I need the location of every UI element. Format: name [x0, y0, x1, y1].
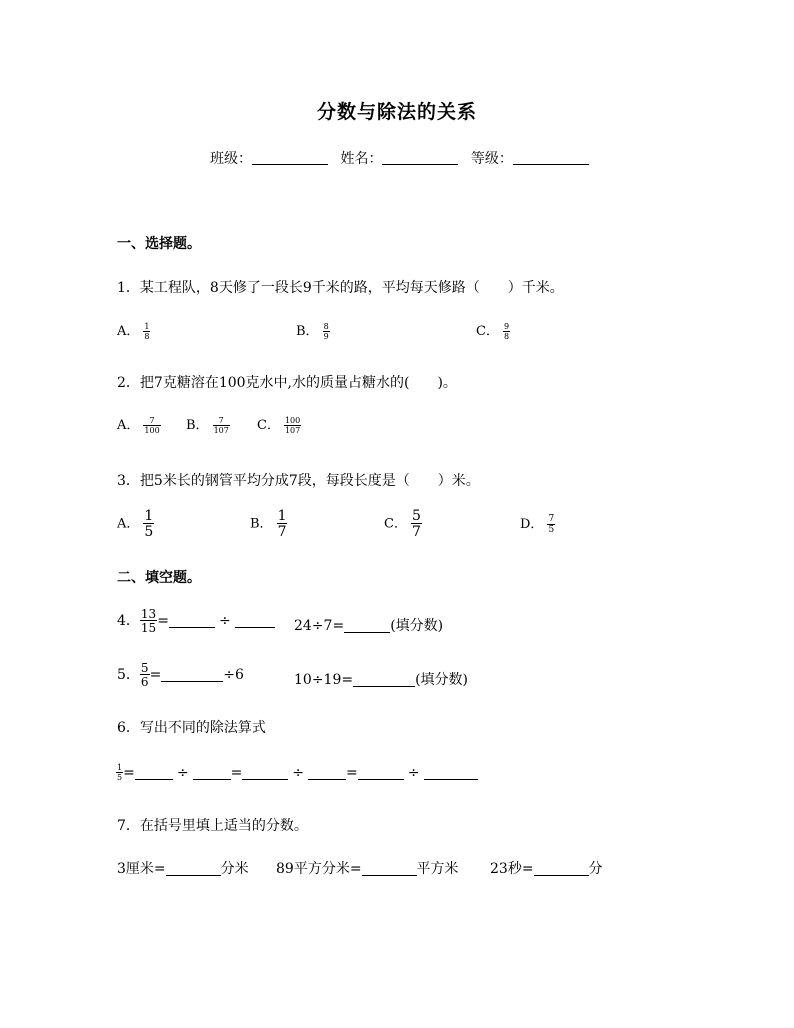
numerator: 5	[411, 508, 421, 524]
unit: 平方米	[416, 861, 459, 877]
name-label: 姓名：	[340, 151, 383, 167]
fill-note: (填分数)	[415, 672, 469, 688]
fraction	[547, 515, 555, 535]
denominator: 8	[144, 331, 150, 341]
question-4-part-2	[294, 615, 443, 635]
section-heading-fill: 二、填空题。	[117, 570, 201, 586]
denominator: 8	[503, 331, 510, 341]
denominator: 7	[411, 524, 421, 540]
fraction	[143, 509, 154, 539]
question-4	[117, 608, 275, 634]
q1-option-b[interactable]	[296, 320, 330, 341]
option-letter: B．	[296, 324, 319, 339]
answer-blank[interactable]	[135, 765, 173, 780]
q3-option-d[interactable]	[520, 513, 555, 535]
denominator: 5	[548, 524, 555, 535]
question-number: 4．	[117, 613, 140, 629]
question-7-part-2	[276, 858, 459, 878]
divide-six: ÷6	[223, 667, 244, 683]
q3-option-b[interactable]	[250, 509, 287, 539]
expression: 89平方分米=	[276, 861, 362, 877]
answer-blank[interactable]	[424, 765, 478, 780]
class-label: 班级：	[210, 151, 252, 167]
fraction	[411, 509, 422, 539]
numerator: 9	[503, 321, 510, 331]
denominator: 15	[140, 621, 157, 635]
question-5	[117, 662, 244, 688]
question-7-part-3	[490, 858, 603, 878]
denominator: 7	[277, 524, 287, 540]
denominator: 9	[323, 331, 329, 341]
option-letter: C．	[384, 516, 407, 532]
question-6-equation	[116, 764, 478, 782]
question-2-text: 2．把7克糖溶在100克水中,水的质量占糖水的( )。	[117, 375, 457, 391]
numerator: 1	[144, 321, 150, 331]
fraction	[143, 417, 160, 435]
equals-sign: =	[123, 765, 135, 781]
q1-option-c[interactable]	[476, 320, 510, 341]
numerator: 7	[149, 415, 155, 425]
numerator: 7	[218, 415, 224, 425]
option-letter: A．	[117, 418, 140, 433]
answer-blank[interactable]	[353, 672, 415, 687]
expression: 24÷7=	[294, 618, 345, 634]
answer-blank[interactable]	[161, 667, 223, 682]
numerator: 5	[140, 661, 149, 675]
fraction	[503, 323, 510, 341]
answer-blank[interactable]	[362, 861, 417, 876]
equals-sign: =	[230, 765, 243, 781]
fill-note: (填分数)	[390, 618, 444, 634]
option-letter: D．	[520, 517, 544, 532]
grade-blank[interactable]	[513, 150, 589, 165]
question-1-text: 1．某工程队，8天修了一段长9千米的路，平均每天修路（ ）千米。	[117, 280, 564, 296]
q2-option-b[interactable]	[186, 414, 230, 435]
unit: 分	[588, 861, 603, 877]
name-blank[interactable]	[382, 150, 458, 165]
equals-sign: =	[149, 667, 162, 683]
q1-option-a[interactable]	[117, 320, 150, 341]
equals-sign: =	[157, 613, 169, 629]
option-letter: C．	[476, 324, 499, 339]
option-letter: C．	[257, 418, 280, 433]
section-heading-choice: 一、选择题。	[117, 236, 201, 252]
question-6-text: 6．写出不同的除法算式	[117, 720, 266, 736]
divide-sign: ÷	[218, 613, 231, 629]
expression: 3厘米=	[117, 861, 166, 877]
divide-sign: ÷	[407, 765, 420, 781]
numerator: 7	[548, 513, 555, 524]
expression: 23秒=	[490, 861, 534, 877]
answer-blank[interactable]	[344, 618, 390, 633]
expression: 10÷19=	[294, 672, 354, 688]
option-letter: A．	[117, 516, 140, 532]
fraction	[323, 323, 330, 341]
divide-sign: ÷	[176, 765, 189, 781]
denominator: 6	[140, 675, 149, 689]
numerator: 8	[323, 321, 329, 331]
numerator: 100	[284, 415, 301, 425]
denominator: 107	[284, 425, 301, 435]
q3-option-c[interactable]	[384, 509, 422, 539]
option-letter: A．	[117, 324, 140, 339]
fraction	[284, 417, 301, 435]
answer-blank[interactable]	[166, 861, 221, 876]
denominator: 107	[213, 425, 229, 435]
equals-sign: =	[346, 765, 358, 781]
fraction	[140, 662, 150, 688]
answer-blank[interactable]	[534, 861, 589, 876]
q2-option-c[interactable]	[257, 414, 301, 435]
question-number: 5．	[117, 667, 140, 683]
question-7-text: 7．在括号里填上适当的分数。	[117, 818, 308, 834]
fraction	[143, 323, 150, 341]
answer-blank[interactable]	[242, 765, 288, 780]
question-3-text: 3．把5米长的钢管平均分成7段，每段长度是（ ）米。	[117, 473, 480, 489]
denominator: 5	[144, 524, 154, 540]
divide-sign: ÷	[292, 765, 305, 781]
unit: 分米	[220, 861, 249, 877]
answer-blank[interactable]	[193, 765, 231, 780]
fraction	[277, 509, 288, 539]
numerator: 13	[140, 607, 157, 621]
answer-blank[interactable]	[308, 765, 346, 780]
q2-option-a[interactable]	[117, 414, 161, 435]
numerator: 1	[117, 763, 123, 772]
numerator: 1	[144, 508, 154, 524]
answer-blank[interactable]	[358, 765, 404, 780]
page-title: 分数与除法的关系	[316, 101, 477, 123]
answer-blank[interactable]	[169, 613, 215, 628]
class-blank[interactable]	[252, 150, 328, 165]
fraction	[213, 417, 230, 435]
question-5-part-2	[294, 669, 468, 689]
q3-option-a[interactable]	[117, 509, 154, 539]
fraction	[140, 608, 157, 634]
numerator: 1	[277, 508, 287, 524]
denominator: 100	[144, 425, 160, 435]
question-7-part-1	[117, 858, 249, 878]
denominator: 5	[117, 773, 123, 782]
option-letter: B．	[186, 418, 209, 433]
answer-blank[interactable]	[235, 613, 275, 628]
option-letter: B．	[250, 516, 273, 532]
grade-label: 等级：	[470, 151, 513, 167]
student-info-line	[210, 148, 597, 168]
